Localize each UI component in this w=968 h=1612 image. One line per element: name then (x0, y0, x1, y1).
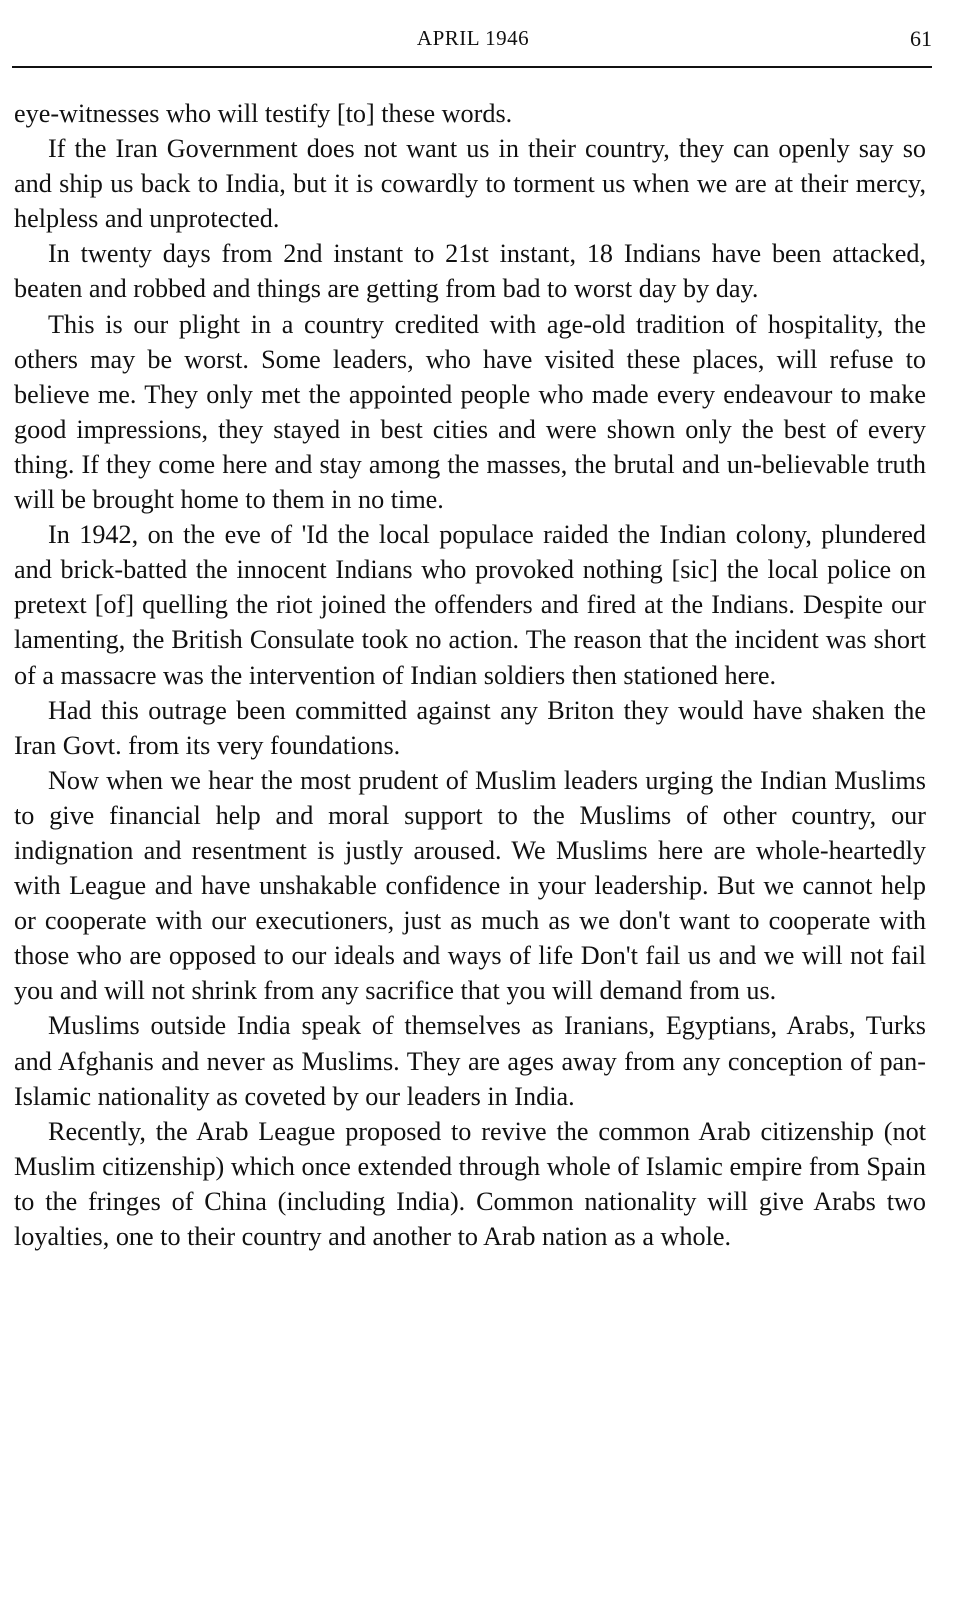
paragraph: Had this outrage been committed against any Briton they would have shaken the Iran Govt. from its very foundations. (14, 695, 926, 760)
paragraph: Muslims outside India speak of themselves as Iranians, Egyptians, Arabs, Turks and Afghanis and never as Muslims. They are ages away from any conception of pan-Islamic nationality as coveted by our leaders in India. (14, 1011, 926, 1111)
running-title: APRIL 1946 (416, 26, 530, 50)
paragraph: In twenty days from 2nd instant to 21st instant, 18 Indians have been attacked, beaten and robbed and things are getting from bad to worst day by day. (14, 239, 926, 304)
paragraph: In 1942, on the eve of 'Id the local populace raided the Indian colony, plundered and brick-batted the innocent Indians who provoked nothing [sic] the local police on pretext [of] quelling the riot joined the offenders and fired at the Indians. Despite our lamenting, the British Consulate took no action. The reason that the incident was short of a massacre was the intervention of Indian soldiers then stationed here. (14, 520, 926, 690)
paragraph: This is our plight in a country credited with age-old tradition of hospitality, the others may be worst. Some leaders, who have visited these places, will refuse to believe me. They only met the appointed people who made every endeavour to make good impressions, they stayed in best cities and were shown only the best of every thing. If they come here and stay among the masses, the brutal and un-believable truth will be brought home to them in no time. (14, 309, 926, 515)
paragraph: Now when we hear the most prudent of Muslim leaders urging the Indian Muslims to give financial help and moral support to the Muslims of other country, our indignation and resentment is justly aroused. We Muslims here are whole-heartedly with League and have unshakable confidence in your leadership. But we cannot help or cooperate with our executioners, just as much as we don't want to cooperate with those who are opposed to our ideals and ways of life Don't fail us and we will not fail you and will not shrink from any sacrifice that you will demand from us. (14, 765, 926, 1006)
running-head (14, 24, 932, 54)
paragraph: If the Iran Government does not want us in their country, they can openly say so and ship us back to India, but it is cowardly to torment us when we are at their mercy, helpless and unprotected. (14, 134, 926, 234)
paragraph: Recently, the Arab League proposed to revive the common Arab citizenship (not Muslim citizenship) which once extended through whole of Islamic empire from Spain to the fringes of China (including India). Common nationality will give Arabs two loyalties, one to their country and another to Arab nation as a whole. (14, 1116, 926, 1251)
body-text (14, 96, 926, 1254)
paragraph-continued: eye-witnesses who will testify [to] these words. (14, 99, 513, 128)
header-rule (12, 66, 932, 68)
page-number: 61 (910, 26, 932, 51)
